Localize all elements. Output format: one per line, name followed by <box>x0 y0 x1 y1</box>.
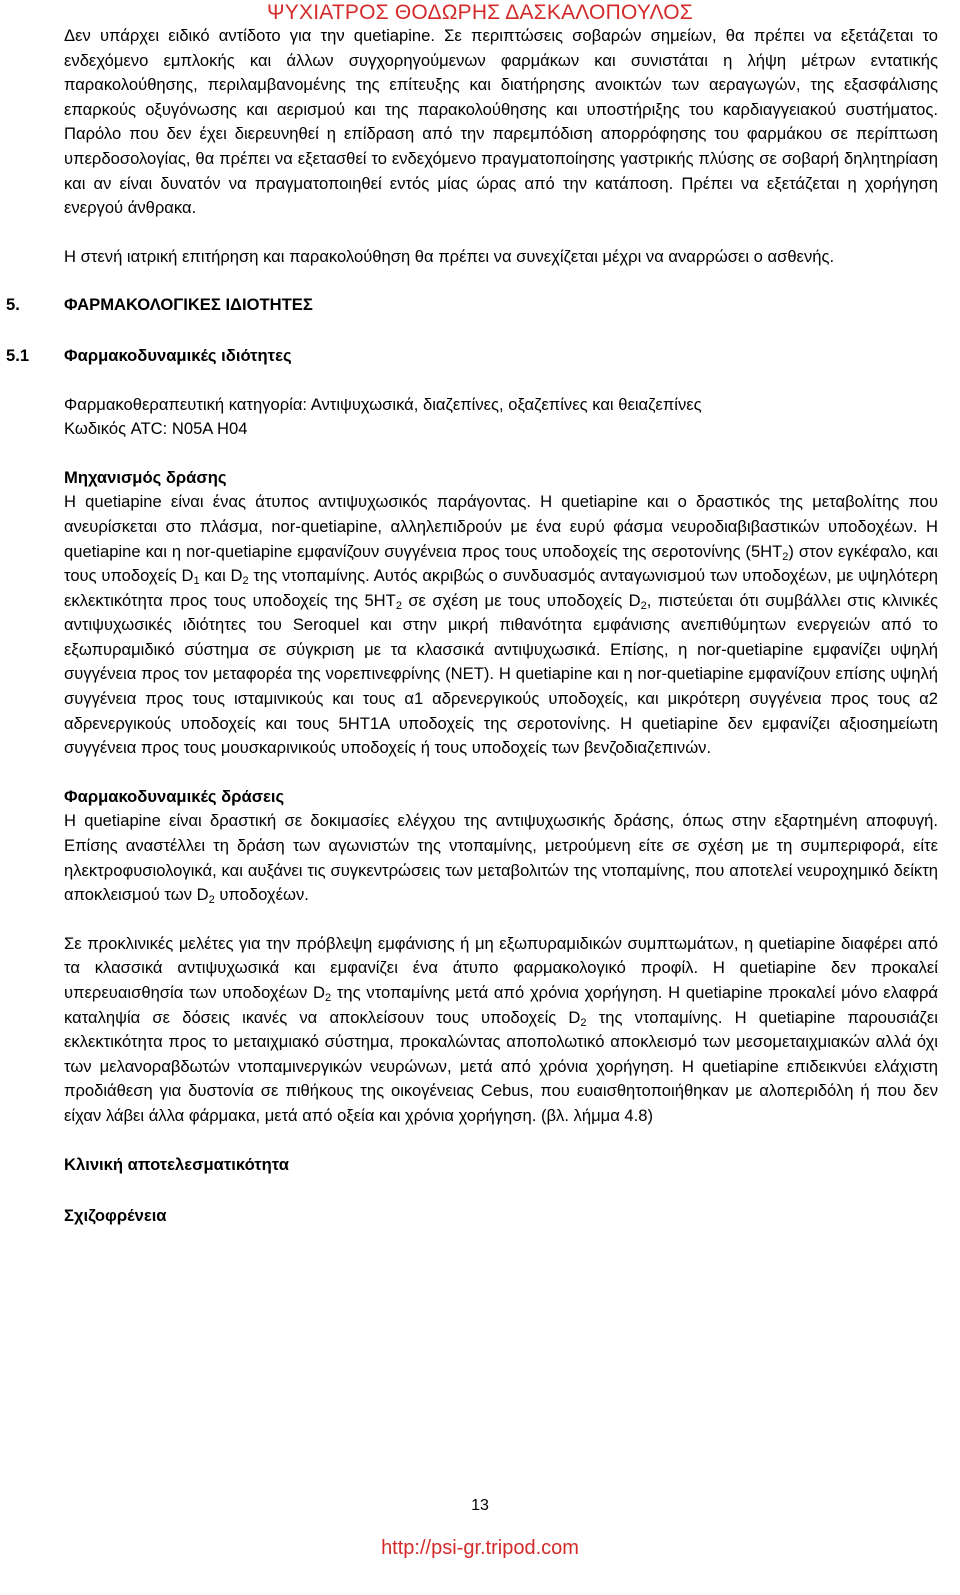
schizophrenia-heading: Σχιζοφρένεια <box>64 1206 167 1226</box>
preclinical-text-1: Σε προκλινικές μελέτες για την πρόβλεψη εμφάνισης ή μη εξωπυραμιδικών συμπτωμάτων, η quetiapine διαφέρει από τα κλασσικά αντιψυχωσικά και εμφανίζει ένα άτυπο φαρμακολογικό προφίλ. Η quetiapine δεν προκαλεί υπερευαισθησία των υποδοχέων D <box>64 933 938 1002</box>
subscript: 2 <box>325 992 332 1004</box>
mechanism-text-5: σε σχέση με τους υποδοχείς D <box>401 590 641 610</box>
subscript: 2 <box>395 599 402 612</box>
page-header-title: ΨΥΧΙΑΤΡΟΣ ΘΟΔΩΡΗΣ ΔΑΣΚΑΛΟΠΟΥΛΟΣ <box>267 1 693 24</box>
preclinical-paragraph <box>64 932 938 1129</box>
clinical-efficacy-heading: Κλινική αποτελεσματικότητα <box>64 1154 289 1174</box>
pd-effects-paragraph <box>64 809 938 907</box>
mechanism-heading: Μηχανισμός δράσης <box>64 467 227 487</box>
footer-url-link[interactable]: http://psi-gr.tripod.com <box>381 1537 579 1559</box>
section-5-1-title: Φαρμακοδυναμικές ιδιότητες <box>64 345 292 365</box>
document-body <box>6 24 939 1229</box>
section-5-1-heading <box>6 344 938 369</box>
subscript: 2 <box>242 575 249 588</box>
mechanism-text-2: ) στον εγκέφαλο, και τους υποδοχείς D <box>64 541 938 586</box>
subscript: 2 <box>580 1016 587 1029</box>
mechanism-text-3: και D <box>199 566 243 586</box>
subscript: 1 <box>193 575 200 588</box>
mechanism-paragraph <box>64 490 938 761</box>
preclinical-text-2: της ντοπαμίνης μετά από χρόνια χορήγηση. Η quetiapine προκαλεί μόνο ελαφρά καταληψία σε δόσεις ικανές να αποκλείσουν τους υποδοχείς D <box>64 983 938 1027</box>
preclinical-text-3: της ντοπαμίνης. Η quetiapine παρουσιάζει εκλεκτικότητα προς το μεταιχμιακό σύστημα, προκαλώντας αποπολωτικό αποκλεισμό των μεσομεταιχμιακών αλλά όχι των μελανοραβδωτών ντοπαμινεργικών νευρώνων, μετά από χρόνια χορήγηση. Η quetiapine επιδεικνύει ελάχιστη προδιάθεση για δυστονία σε πιθήκους της οικογένειας Cebus, που ευαισθητοποιήθηκαν με αλοπεριδόλη ή που δεν είχαν λάβει άλλα φάρμακα, μετά από οξεία και χρόνια χορήγηση. (βλ. λήμμα 4.8) <box>64 1007 938 1125</box>
pd-effects-text-2: υποδοχέων. <box>214 885 309 905</box>
mechanism-text-4: της ντοπαμίνης. Αυτός ακριβώς ο συνδυασμός ανταγωνισμού των υποδοχέων, με υψηλότερη εκλεκτικότητα προς τους υποδοχείς της 5HT <box>64 566 939 610</box>
page-number: 13 <box>471 1497 489 1514</box>
subscript: 2 <box>640 599 647 612</box>
monitoring-paragraph: Η στενή ιατρική επιτήρηση και παρακολούθηση θα πρέπει να συνεχίζεται μέχρι να αναρρώσει ο ασθενής. <box>64 246 835 266</box>
section-5-number: 5. <box>6 295 20 315</box>
atc-code: Κωδικός ATC: N05A H04 <box>64 419 248 439</box>
subscript: 2 <box>208 894 215 907</box>
section-5-1-number: 5.1 <box>6 345 30 365</box>
mechanism-text-6: , πιστεύεται ότι συμβάλλει στις κλινικές αντιψυχωσικές ιδιότητες του Seroquel και στην μικρή πιθανότητα εμφάνισης ανεπιθύμητων ενεργειών από το εξωπυραμιδικό σύστημα σε σύγκριση με τα κλασσικά αντιψυχωσικά. Επίσης, η nor-quetiapine εμφανίζει υψηλή συγγένεια προς τον μεταφορέα της νορεπινεφρίνης (NET). Η quetiapine και η nor-quetiapine εμφανίζουν επίσης υψηλή συγγένεια προς τους ισταμινικούς και τους α1 αδρενεργικούς υποδοχείς, και μικρότερη συγγένεια προς τους α2 αδρενεργικούς υποδοχείς και τους 5HT1A υποδοχείς της σεροτονίνης. Η quetiapine δεν εμφανίζει αξιοσημείωτη συγγένεια προς τους μουσκαρινικούς υποδοχείς ή τους υποδοχείς των βενζοδιαζεπινών. <box>64 590 938 758</box>
section-5-title: ΦΑΡΜΑΚΟΛΟΓΙΚΕΣ ΙΔΙΟΤΗΤΕΣ <box>64 295 313 315</box>
pd-effects-text-1: Η quetiapine είναι δραστική σε δοκιμασίες ελέγχου της αντιψυχωσικής δράσης, όπως στην εξαρτημένη αποφυγή. Επίσης αναστέλλει τη δράση των αγωνιστών της ντοπαμίνης, μετρούμενη είτε σε σχέση με τη συμπεριφορά, είτε ηλεκτροφυσιολογικά, και αυξάνει τις συγκεντρώσεις των μεταβολιτών της ντοπαμίνης, που αποτελεί νευροχημικό δείκτη αποκλεισμού των D <box>64 811 938 905</box>
pd-effects-heading: Φαρμακοδυναμικές δράσεις <box>64 786 285 806</box>
subscript: 2 <box>782 550 789 563</box>
mechanism-text-1: Η quetiapine είναι ένας άτυπος αντιψυχωσικός παράγοντας. Η quetiapine και ο δραστικός της μεταβολίτης που ανευρίσκεται στο πλάσμα, nor-quetiapine, αλληλεπιδρούν με ένα ευρύ φάσμα νευροδιαβιβαστικών υποδοχέων. Η quetiapine και η nor-quetiapine εμφανίζουν συγγένεια προς τους υποδοχείς της σεροτονίνης (5HT <box>64 492 938 561</box>
section-5-heading <box>6 293 938 318</box>
overdose-paragraph: Δεν υπάρχει ειδικό αντίδοτο για την quetiapine. Σε περιπτώσεις σοβαρών σημείων, θα πρέπει να εξετάζεται το ενδεχόμενο εμπλοκής και άλλων συγχορηγούμενων φαρμάκων και συνιστάται η λήψη μέτρων εντατικής παρακολούθησης, περιλαμβανομένης της επίτευξης και διατήρησης ανοικτών των αεραγωγών, της εξασφάλισης επαρκούς οξυγόνωσης και αερισμού και της παρακολούθησης και υποστήριξης του καρδιαγγειακού συστήματος. Παρόλο που δεν έχει διερευνηθεί η επίδραση από την παρεμπόδιση απορρόφησης του φαρμάκου σε περίπτωση υπερδοσολογίας, θα πρέπει να εξετασθεί το ενδεχόμενο πραγματοποίησης γαστρικής πλύσης σε σοβαρή δηλητηρίαση και αν είναι δυνατόν να πραγματοποιηθεί εντός μίας ώρας από την κατάποση. Πρέπει να εξετάζεται η χορήγηση ενεργού άνθρακα. <box>64 26 938 218</box>
therapeutic-category: Φαρμακοθεραπευτική κατηγορία: Αντιψυχωσικά, διαζεπίνες, οξαζεπίνες και θειαζεπίνες <box>64 394 702 414</box>
